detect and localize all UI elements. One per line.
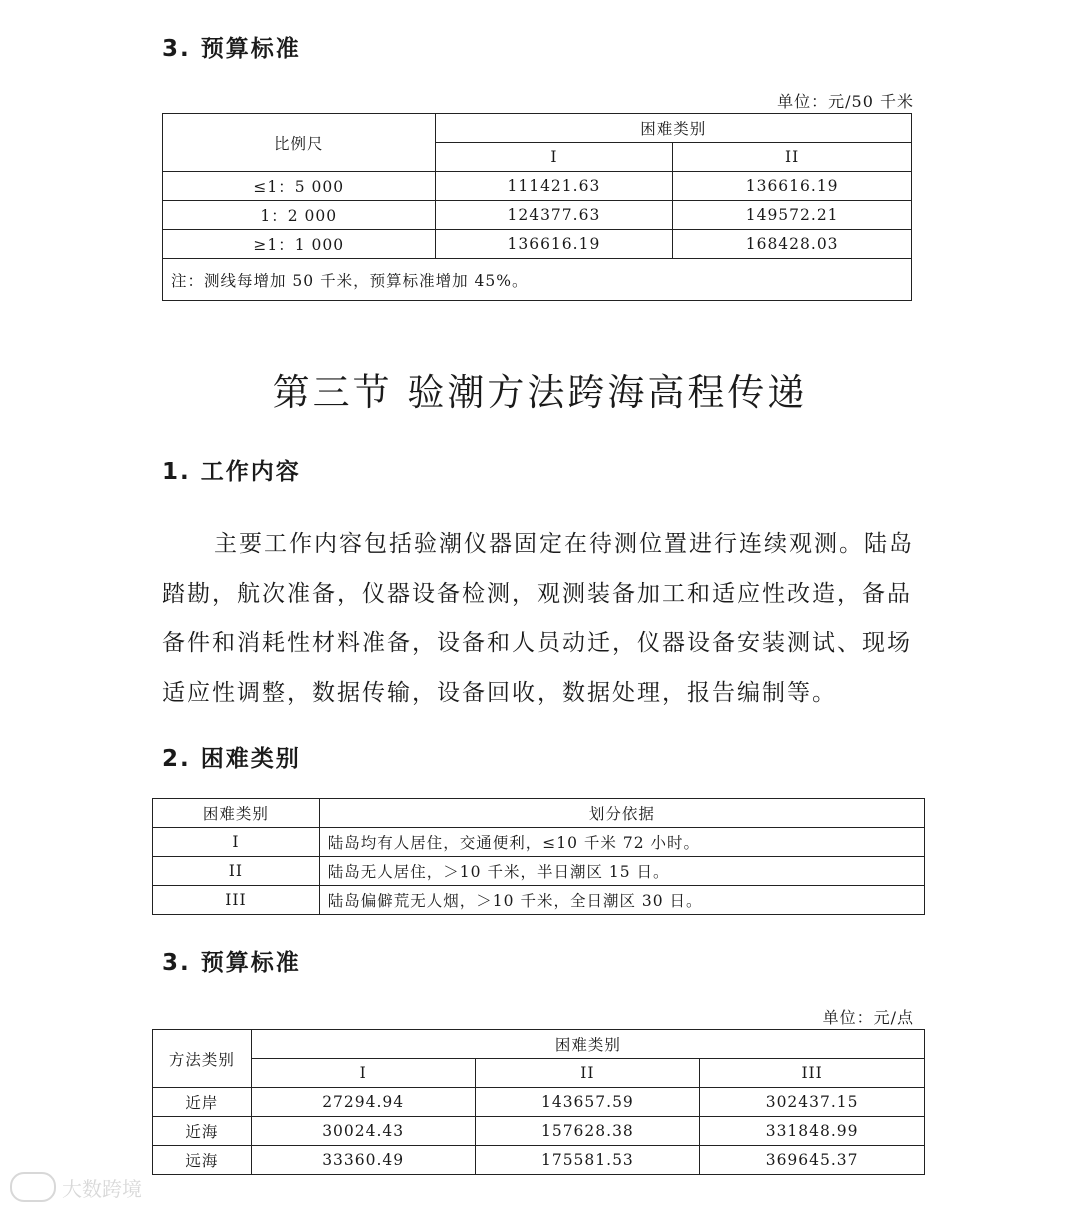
header-class-3: III [700, 1059, 925, 1088]
section-heading-work: 1. 工作内容 [162, 459, 301, 485]
cell-value: 331848.99 [700, 1117, 925, 1146]
cell-value: 168428.03 [673, 230, 912, 259]
budget-table-1 [162, 113, 912, 301]
cell-basis: 陆岛均有人居住，交通便利，≤10 千米 72 小时。 [319, 828, 924, 857]
table-row [153, 1146, 925, 1175]
header-difficulty: 困难类别 [251, 1030, 924, 1059]
cell-value: 369645.37 [700, 1146, 925, 1175]
cell-value: 33360.49 [251, 1146, 475, 1175]
table-row [163, 172, 912, 201]
section-heading-budget-2: 3. 预算标准 [162, 950, 301, 976]
section-title: 第三节 验潮方法跨海高程传递 [272, 371, 808, 414]
difficulty-table [152, 798, 925, 915]
cell-value: 27294.94 [251, 1088, 475, 1117]
cell-method: 近岸 [153, 1088, 252, 1117]
cell-value: 157628.38 [475, 1117, 700, 1146]
cell-value: 149572.21 [673, 201, 912, 230]
cell-category: II [153, 857, 320, 886]
cell-method: 远海 [153, 1146, 252, 1175]
cell-scale: 1：2 000 [163, 201, 436, 230]
header-basis: 划分依据 [319, 799, 924, 828]
table-row [163, 230, 912, 259]
cell-basis: 陆岛偏僻荒无人烟，＞10 千米，全日潮区 30 日。 [319, 886, 924, 915]
cell-category: III [153, 886, 320, 915]
cell-basis: 陆岛无人居住，＞10 千米，半日潮区 15 日。 [319, 857, 924, 886]
table-note: 注：测线每增加 50 千米，预算标准增加 45%。 [163, 259, 912, 301]
unit-label-2: 单位：元/点 [822, 1008, 914, 1027]
header-class-2: II [673, 143, 912, 172]
cell-value: 136616.19 [435, 230, 673, 259]
section-heading-difficulty: 2. 困难类别 [162, 746, 301, 772]
header-scale: 比例尺 [163, 114, 436, 172]
cell-category: I [153, 828, 320, 857]
header-class-1: I [251, 1059, 475, 1088]
header-method: 方法类别 [153, 1030, 252, 1088]
table-row [153, 857, 925, 886]
table-row [163, 201, 912, 230]
cell-value: 30024.43 [251, 1117, 475, 1146]
table-row [153, 1088, 925, 1117]
cell-value: 124377.63 [435, 201, 673, 230]
cell-value: 175581.53 [475, 1146, 700, 1175]
budget-table-2 [152, 1029, 925, 1175]
header-difficulty: 困难类别 [435, 114, 911, 143]
cell-value: 136616.19 [673, 172, 912, 201]
cell-scale: ≥1：1 000 [163, 230, 436, 259]
cell-method: 近海 [153, 1117, 252, 1146]
watermark [10, 1172, 142, 1202]
table-row [153, 886, 925, 915]
cell-value: 143657.59 [475, 1088, 700, 1117]
watermark-logo-icon [10, 1172, 56, 1202]
header-category: 困难类别 [153, 799, 320, 828]
work-paragraph: 主要工作内容包括验潮仪器固定在待测位置进行连续观测。陆岛踏勘，航次准备，仪器设备检测，观测装备加工和适应性改造，备品备件和消耗性材料准备，设备和人员动迁，仪器设备安装测试、现场适应性调整，数据传输，设备回收，数据处理，报告编制等。 [162, 531, 914, 706]
unit-label-1: 单位：元/50 千米 [777, 92, 914, 111]
table-row [153, 1117, 925, 1146]
cell-scale: ≤1：5 000 [163, 172, 436, 201]
header-class-2: II [475, 1059, 700, 1088]
cell-value: 302437.15 [700, 1088, 925, 1117]
header-class-1: I [435, 143, 673, 172]
cell-value: 111421.63 [435, 172, 673, 201]
table-row [153, 828, 925, 857]
watermark-text: 大数跨境 [62, 1176, 142, 1201]
section-heading-budget-1: 3. 预算标准 [162, 36, 301, 62]
